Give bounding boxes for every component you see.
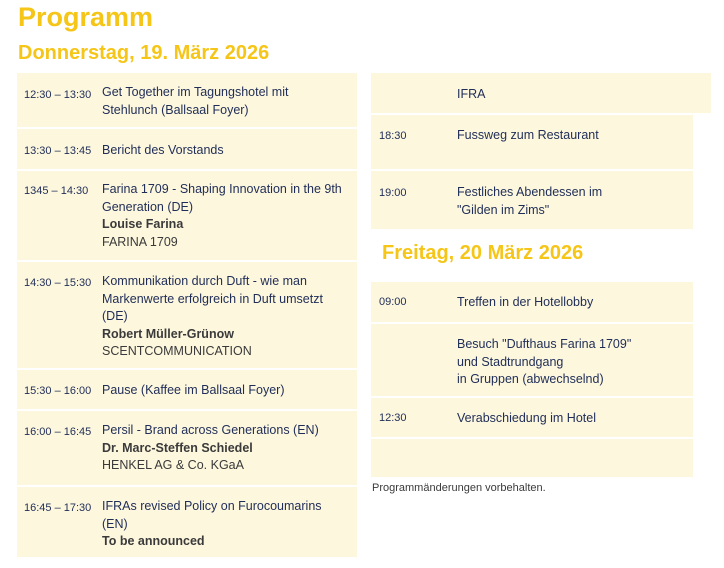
schedule-title-line: Persil - Brand across Generations (EN) [102,423,319,437]
schedule-row [371,324,693,396]
schedule-title-line: Kommunikation durch Duft - wie man [102,274,307,288]
schedule-content [457,127,683,145]
schedule-row [17,73,357,129]
schedule-title-line: (DE) [102,309,128,323]
speaker-name: Dr. Marc-Steffen Schiedel [102,440,253,455]
schedule-title-line: Farina 1709 - Shaping Innovation in the 9th [102,182,342,196]
schedule-row [17,370,357,411]
schedule-content [457,294,683,312]
speaker-name: Robert Müller-Grünow [102,326,234,341]
schedule-row [371,73,711,113]
day1-heading: Donnerstag, 19. März 2026 [18,42,270,64]
speaker-organization: FARINA 1709 [102,234,178,249]
schedule-row [371,115,693,169]
schedule-time: 1345 – 14:30 [24,185,89,197]
schedule-title-line: und Stadtrundgang [457,354,564,369]
schedule-time: 16:00 – 16:45 [24,426,92,438]
schedule-title-line: Verabschiedung im Hotel [457,411,596,425]
schedule-time: 13:30 – 13:45 [24,145,92,157]
schedule-content [457,336,683,389]
day2-heading: Freitag, 20 März 2026 [382,242,584,264]
schedule-row [17,487,357,559]
schedule-content [102,498,347,551]
schedule-row [371,171,693,229]
schedule-title-line: "Gilden im Zims" [457,202,550,217]
schedule-time: 18:30 [379,130,407,142]
schedule-time: 19:00 [379,187,407,199]
schedule-title-line: Pause (Kaffee im Ballsaal Foyer) [102,383,285,397]
schedule-content [102,142,347,160]
speaker-organization: SCENTCOMMUNICATION [102,344,252,358]
schedule-title-line: Bericht des Vorstands [102,143,224,157]
speaker-name: To be announced [102,534,205,548]
speaker-name: Louise Farina [102,217,184,231]
schedule-title-line: Besuch "Dufthaus Farina 1709" [457,337,632,351]
schedule-title-line: in Gruppen (abwechselnd) [457,372,604,386]
schedule-content [102,422,347,475]
speaker-organization: HENKEL AG & Co. KGaA [102,458,244,472]
schedule-content [102,181,347,251]
schedule-row [371,398,693,437]
schedule-row [17,171,357,262]
page-title: Programm [18,2,154,32]
schedule-title-line: Markenwerte erfolgreich in Duft umsetzt [102,291,323,306]
schedule-row [17,411,357,487]
schedule-time: 12:30 – 13:30 [24,89,92,101]
schedule-time: 12:30 [379,412,407,424]
schedule-time: 14:30 – 15:30 [24,277,92,289]
schedule-row [17,129,357,171]
schedule-title-line: Festliches Abendessen im [457,185,603,199]
day1-schedule [17,73,357,559]
schedule-content [457,86,701,104]
schedule-row-empty [371,439,693,477]
schedule-title-line: Stehlunch (Ballsaal Foyer) [102,102,249,117]
schedule-title-line: Fussweg zum Restaurant [457,128,599,142]
schedule-content [102,84,347,119]
schedule-title-line: Get Together im Tagungshotel mit [102,85,289,99]
schedule-row [17,262,357,370]
schedule-time: 15:30 – 16:00 [24,385,92,397]
schedule-content [457,184,683,219]
schedule-title-line: (EN) [102,516,128,531]
schedule-content [102,273,347,361]
schedule-title-line: Generation (DE) [102,199,194,214]
footnote: Programmänderungen vorbehalten. [372,482,546,494]
schedule-title-line: IFRA [457,87,486,101]
schedule-content [102,382,347,400]
schedule-row [371,282,693,322]
schedule-time: 09:00 [379,296,407,308]
schedule-content [457,410,683,428]
schedule-title-line: IFRAs revised Policy on Furocoumarins [102,499,322,513]
schedule-time: 16:45 – 17:30 [24,502,92,514]
schedule-title-line: Treffen in der Hotellobby [457,295,594,309]
